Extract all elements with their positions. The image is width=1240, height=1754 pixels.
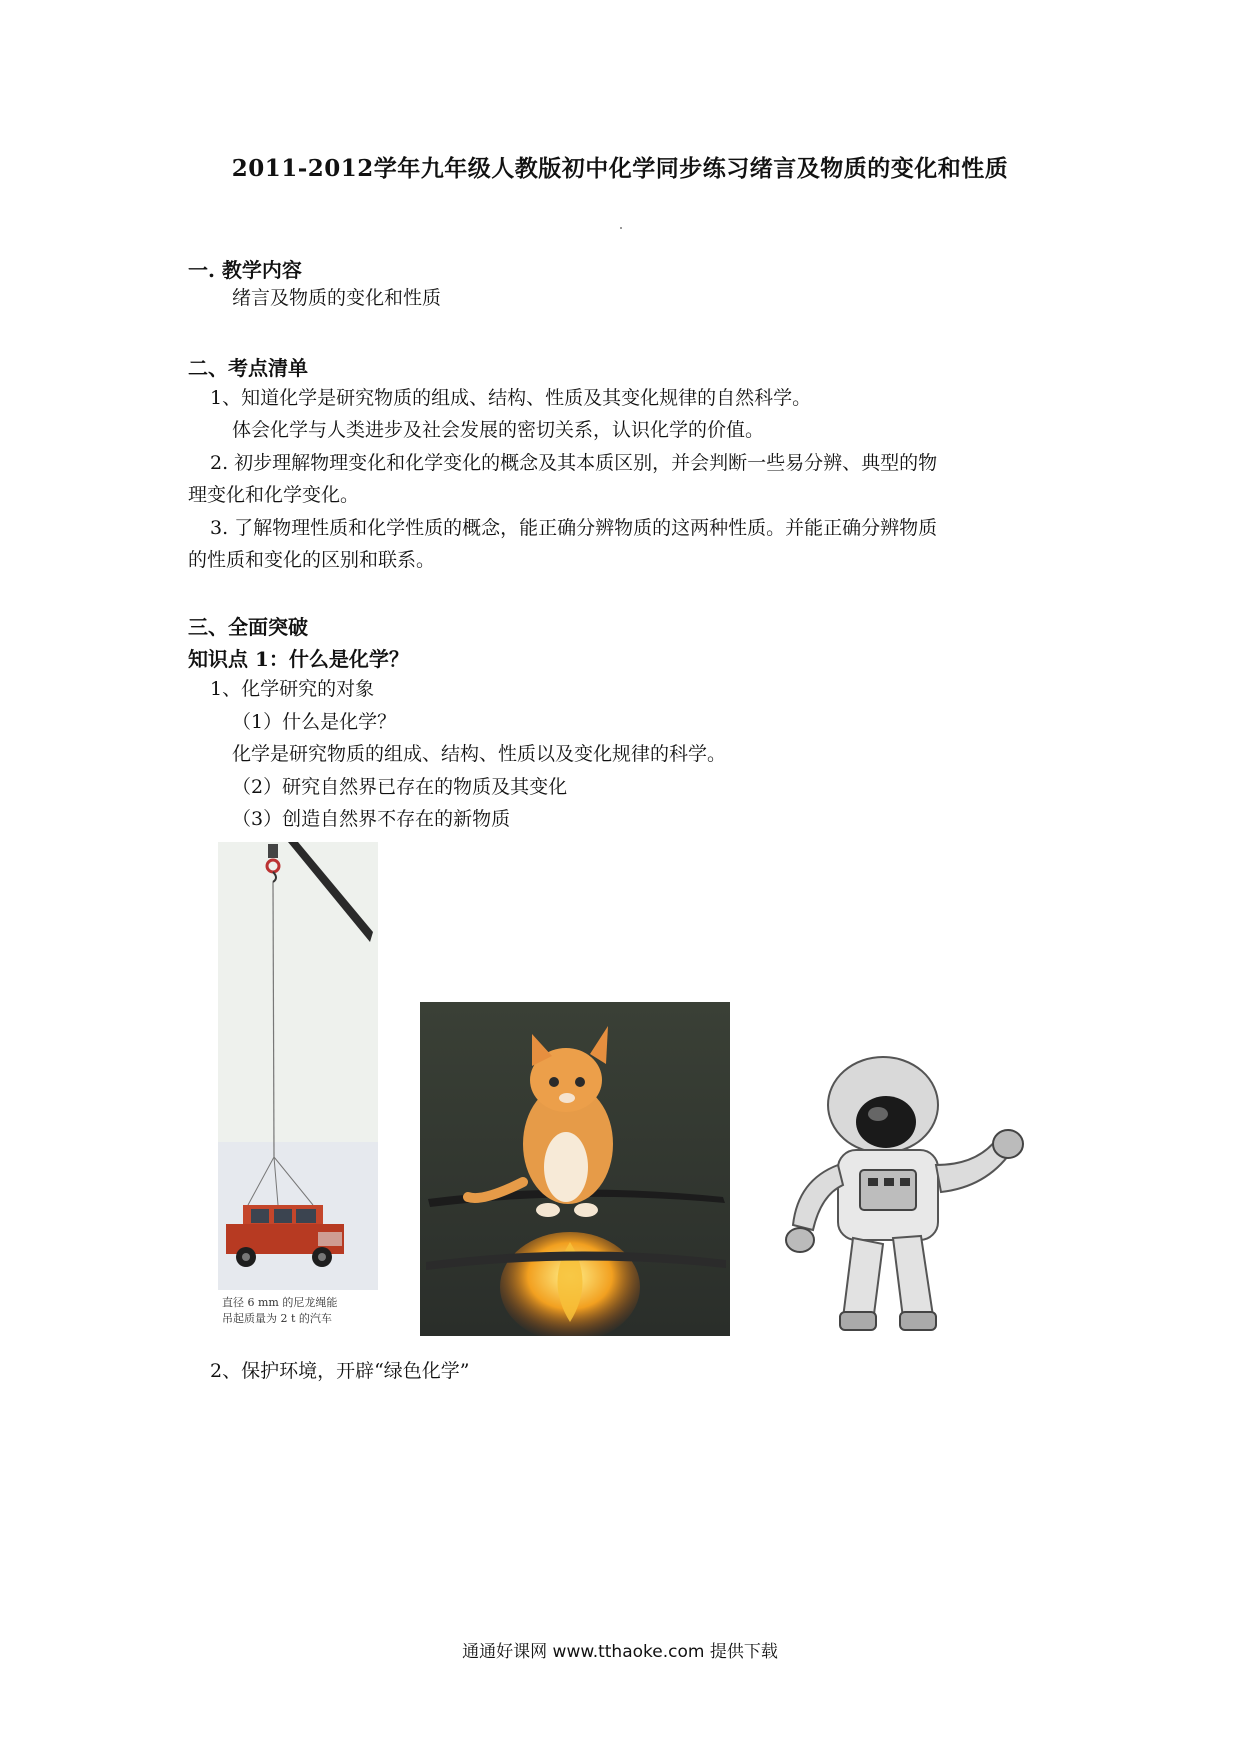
- section-3-heading: 三、全面突破: [188, 615, 308, 639]
- caption-line-2: 吊起质量为 2 t 的汽车: [222, 1312, 332, 1325]
- caption-line-1: 直径 6 mm 的尼龙绳能: [222, 1296, 338, 1309]
- checklist-item-2b: 理变化和化学变化。: [188, 484, 360, 506]
- car-photo-caption: [222, 1295, 337, 1327]
- page-title: 2011-2012学年九年级人教版初中化学同步练习绪言及物质的变化和性质: [231, 155, 1009, 182]
- checklist-item-3a: 3. 了解物理性质和化学性质的概念，能正确分辨物质的这两种性质。并能正确分辨物质: [210, 517, 938, 539]
- section-1-content: 绪言及物质的变化和性质: [232, 287, 442, 309]
- checklist-item-3b: 的性质和变化的区别和联系。: [188, 549, 436, 571]
- checklist-item-2a: 2. 初步理解物理变化和化学变化的概念及其本质区别，并会判断一些易分辨、典型的物: [210, 452, 938, 474]
- section-2-heading: 二、考点清单: [188, 356, 308, 380]
- checklist-item-1b: 体会化学与人类进步及社会发展的密切关系，认识化学的价值。: [232, 419, 765, 441]
- paragraph-definition: 化学是研究物质的组成、结构、性质以及变化规律的科学。: [232, 743, 727, 765]
- paragraph-research-object: 1、化学研究的对象: [210, 678, 375, 700]
- paragraph-green-chemistry: 2、保护环境，开辟“绿色化学”: [210, 1360, 470, 1382]
- paragraph-new-substances: （3）创造自然界不存在的新物质: [232, 808, 511, 830]
- page-footer: 通通好课网 www.tthaoke.com 提供下载: [462, 1642, 778, 1662]
- paragraph-what-is-chemistry: （1）什么是化学？: [232, 711, 397, 733]
- knowledge-point-1-heading: 知识点 1：什么是化学？: [188, 647, 409, 671]
- paragraph-existing-substances: （2）研究自然界已存在的物质及其变化: [232, 776, 568, 798]
- nylon-rope-car-photo: [218, 842, 378, 1290]
- dot-mark: [620, 227, 622, 229]
- kitten-fireproof-photo: [420, 1002, 730, 1336]
- checklist-item-1a: 1、知道化学是研究物质的组成、结构、性质及其变化规律的自然科学。: [210, 387, 812, 409]
- astronaut-spacesuit-photo: [768, 1050, 1038, 1350]
- section-1-heading: 一. 教学内容: [188, 258, 302, 282]
